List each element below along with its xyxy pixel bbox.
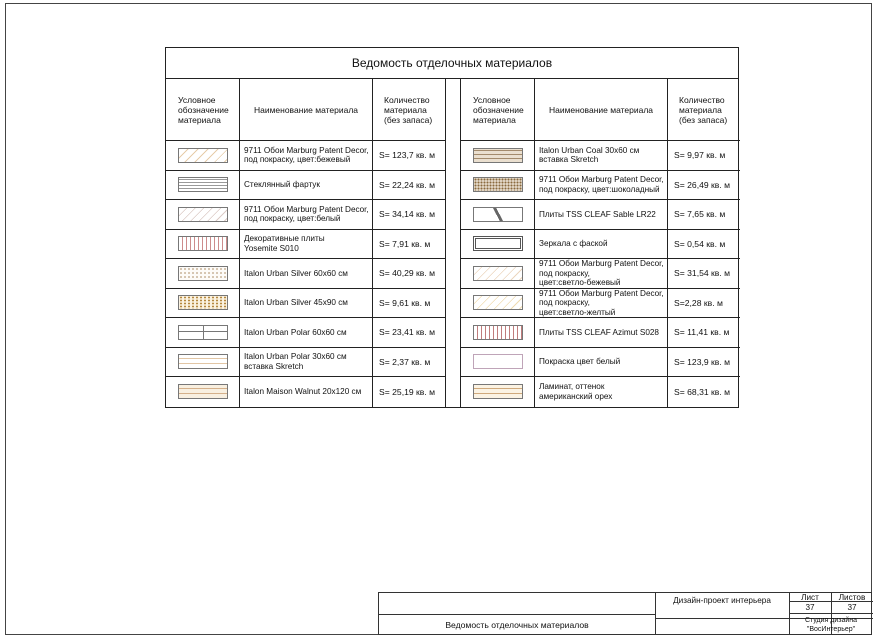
table-header-right (461, 79, 740, 141)
material-quantity: S= 9,61 кв. м (379, 297, 431, 308)
table-row (166, 141, 445, 171)
mirror-swatch (473, 236, 523, 251)
white-wallpaper-swatch (178, 207, 228, 222)
table-row (461, 289, 740, 319)
table-row (461, 230, 740, 260)
material-name: Стеклянный фартук (244, 180, 320, 189)
table-row (166, 348, 445, 378)
table-separator (445, 79, 460, 407)
table-header-left (166, 79, 445, 141)
table-row (166, 171, 445, 201)
table-row (166, 377, 445, 407)
material-quantity: S= 0,54 кв. м (674, 238, 726, 249)
silver-tile-45-swatch (178, 295, 228, 310)
header-name: Наименование материала (253, 104, 359, 115)
material-quantity: S= 40,29 кв. м (379, 268, 436, 279)
glass-apron-swatch (178, 177, 228, 192)
material-name: 9711 Обои Marburg Patent Decor, под покраску, цвет:светло-бежевый (539, 259, 664, 287)
material-name: Зеркала с фаской (539, 239, 608, 248)
header-symbol: Условное обозначение материала (178, 94, 229, 125)
coal-skretch-swatch (473, 148, 523, 163)
chocolate-wallpaper-swatch (473, 177, 523, 192)
material-name: Italon Urban Silver 60x60 см (244, 268, 348, 278)
material-quantity: S= 7,65 кв. м (674, 209, 726, 220)
material-quantity: S= 26,49 кв. м (674, 179, 731, 190)
sheet-label: Лист (801, 593, 819, 602)
right-column-group (460, 79, 740, 407)
sable-lr22-swatch (473, 207, 523, 222)
title-block (378, 592, 872, 635)
material-name: 9711 Обои Marburg Patent Decor, под покраску, цвет:светло-желтый (539, 288, 664, 317)
material-quantity: S= 7,91 кв. м (379, 238, 431, 249)
table-row (166, 200, 445, 230)
light-yellow-wallpaper-swatch (473, 295, 523, 310)
material-quantity: S=2,28 кв. м (674, 297, 723, 308)
material-quantity: S= 34,14 кв. м (379, 209, 436, 220)
drawing-title: Ведомость отделочных материалов (445, 620, 589, 630)
light-beige-wallpaper-swatch (473, 266, 523, 281)
table-row (166, 289, 445, 319)
material-quantity: S= 22,24 кв. м (379, 179, 436, 190)
table-row (461, 141, 740, 171)
table-row (166, 318, 445, 348)
material-name: Плиты TSS CLEAF Sable LR22 (539, 209, 656, 219)
material-name: Плиты TSS CLEAF Azimut S028 (539, 327, 659, 337)
table-row (461, 377, 740, 407)
material-name: Декоративные плиты Yosemite S010 (244, 234, 325, 253)
material-name: Italon Urban Polar 60x60 см (244, 327, 347, 337)
header-quantity: Количество материала (без запаса) (679, 94, 728, 125)
table-row (461, 259, 740, 289)
yosemite-tile-swatch (178, 236, 228, 251)
material-name: Italon Urban Silver 45x90 см (244, 298, 348, 307)
table-row (166, 230, 445, 260)
table-row (461, 200, 740, 230)
material-name: 9711 Обои Marburg Patent Decor, под покраску, цвет:бежевый (244, 145, 369, 165)
material-quantity: S= 123,9 кв. м (674, 356, 731, 367)
azimut-tile-swatch (473, 325, 523, 340)
material-name: Italon Urban Polar 30x60 см вставка Skretch (244, 352, 347, 371)
studio-name: Студия дизайна "ВосИнтерьер" (804, 617, 858, 633)
sheet-number: 37 (805, 603, 815, 612)
walnut-tile-swatch (178, 384, 228, 399)
material-name: Italon Maison Walnut 20x120 см (244, 387, 362, 396)
sheets-total: 37 (847, 603, 857, 612)
left-column-group (166, 79, 445, 407)
material-quantity: S= 68,31 кв. м (674, 386, 731, 397)
polar-skretch-swatch (178, 354, 228, 369)
white-paint-swatch (473, 354, 523, 369)
table-row (461, 348, 740, 378)
header-quantity: Количество материала (без запаса) (384, 94, 433, 125)
material-quantity: S= 9,97 кв. м (674, 150, 726, 161)
silver-tile-swatch (178, 266, 228, 281)
material-quantity: S= 23,41 кв. м (379, 327, 436, 338)
header-name: Наименование материала (548, 104, 654, 115)
material-quantity: S= 25,19 кв. м (379, 386, 436, 397)
project-type: Дизайн-проект интерьера (673, 596, 771, 605)
table-row (166, 259, 445, 289)
material-name: Покраска цвет белый (539, 357, 621, 366)
materials-table (165, 47, 739, 408)
laminate-swatch (473, 384, 523, 399)
material-name: 9711 Обои Marburg Patent Decor, под покраску, цвет:белый (244, 204, 369, 224)
table-title: Ведомость отделочных материалов (166, 48, 738, 79)
material-name: Italon Urban Coal 30x60 см вставка Skretch (539, 145, 640, 165)
material-name: Ламинат, оттенок американский орех (539, 382, 613, 401)
material-quantity: S= 31,54 кв. м (674, 268, 731, 279)
table-row (461, 318, 740, 348)
material-quantity: S= 11,41 кв. м (674, 327, 730, 338)
table-row (461, 171, 740, 201)
sheets-label: Листов (838, 593, 866, 602)
header-symbol: Условное обозначение материала (473, 94, 524, 125)
beige-wallpaper-swatch (178, 148, 228, 163)
material-quantity: S= 123,7 кв. м (379, 150, 436, 161)
material-quantity: S= 2,37 кв. м (379, 356, 431, 367)
material-name: 9711 Обои Marburg Patent Decor, под покраску, цвет:шоколадный (539, 175, 664, 194)
polar-tile-swatch (178, 325, 228, 340)
